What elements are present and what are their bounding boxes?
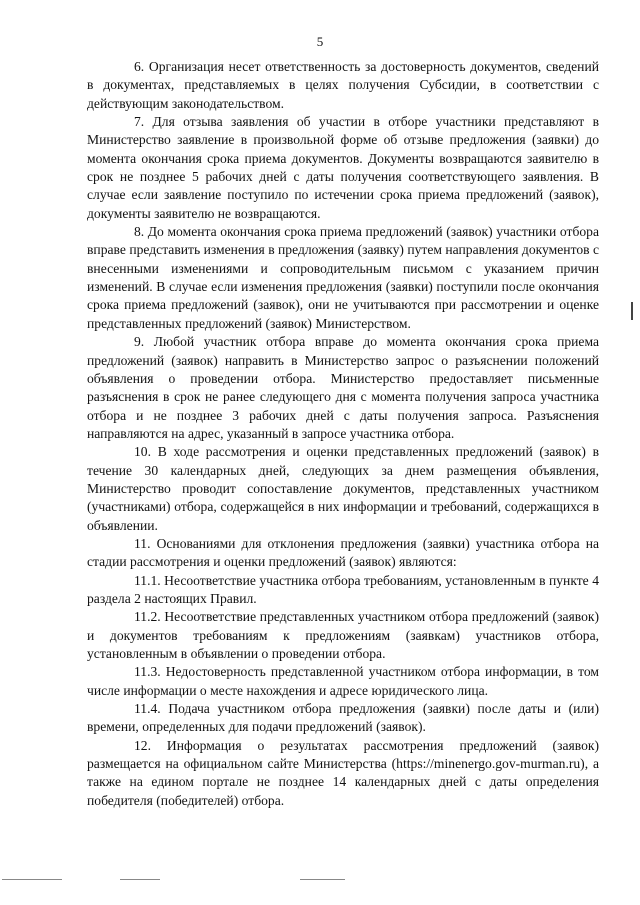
scan-artifact-line <box>2 879 62 880</box>
paragraph-10: 10. В ходе рассмотрения и оценки представленных предложений (заявок) в течение 30 календарных дней, следующих за днем размещения объявления, Министерство проводит сопоставление документов, представленных участником (участниками) отбора, содержащейся в них информации и требований, содержащихся в объявлении. <box>87 444 599 533</box>
scan-artifact-line <box>300 879 345 880</box>
paragraph-11-4: 11.4. Подача участником отбора предложения (заявки) после даты и (или) времени, определенных для подачи предложений (заявок). <box>87 701 599 735</box>
paragraph-7: 7. Для отзыва заявления об участии в отборе участники представляют в Министерство заявление в произвольной форме об отзыве предложения (заявки) до момента окончания срока приема документов. Документы возвращаются заявителю в срок не позднее 5 рабочих дней с даты получения соответствующего заявления. В случае если заявление поступило по истечении срока приема предложений (заявок), документы заявителю не возвращаются. <box>87 114 599 221</box>
paragraph-12: 12. Информация о результатах рассмотрения предложений (заявок) размещается на официальном сайте Министерства (https://minenergo.gov-murman.ru), а также на едином портале не позднее 14 календарных дней с даты определения победителя (победителей) отбора. <box>87 737 599 808</box>
paragraph-9: 9. Любой участник отбора вправе до момента окончания срока приема предложений (заявок) направить в Министерство запрос о разъяснении положений объявления о проведении отбора. Министерство предоставляет письменные разъяснения в срок не ранее следующего дня с момента получения запроса участника отбора и не позднее 3 рабочих дней с даты получения запроса. Разъяснения направляются на адрес, указанный в запросе участника отбора. <box>87 334 599 441</box>
paragraph-8: 8. До момента окончания срока приема предложений (заявок) участники отбора вправе представить изменения в предложения (заявку) путем направления документов с внесенными изменениями и сопроводительным письмом с указанием причин изменений. В случае если изменения предложения (заявки) поступили после окончания срока приема предложений (заявок), они не учитываются при рассмотрении и оценке представленных предложений (заявок) Министерством. <box>87 224 599 331</box>
paragraph-11-2: 11.2. Несоответствие представленных участником отбора предложений (заявок) и документов требованиям к предложениям (заявкам) участников отбора, установленным в объявлении о проведении отбора. <box>87 609 599 661</box>
scan-artifact-line <box>120 879 160 880</box>
paragraph-11-3: 11.3. Недостоверность представленной участником отбора информации, в том числе информации о месте нахождения и адресе юридического лица. <box>87 664 599 698</box>
paragraph-6: 6. Организация несет ответственность за достоверность документов, сведений в документах, представляемых в целях получения Субсидии, в соответствии с действующим законодательством. <box>87 59 599 111</box>
paragraph-11: 11. Основаниями для отклонения предложения (заявки) участника отбора на стадии рассмотрения и оценки предложений (заявок) являются: <box>87 535 599 570</box>
scan-edge-mark <box>631 302 633 320</box>
page-number: 5 <box>316 34 324 49</box>
paragraph-11-1: 11.1. Несоответствие участника отбора требованиям, установленным в пункте 4 раздела 2 настоящих Правил. <box>87 572 599 606</box>
document-body <box>87 58 599 810</box>
